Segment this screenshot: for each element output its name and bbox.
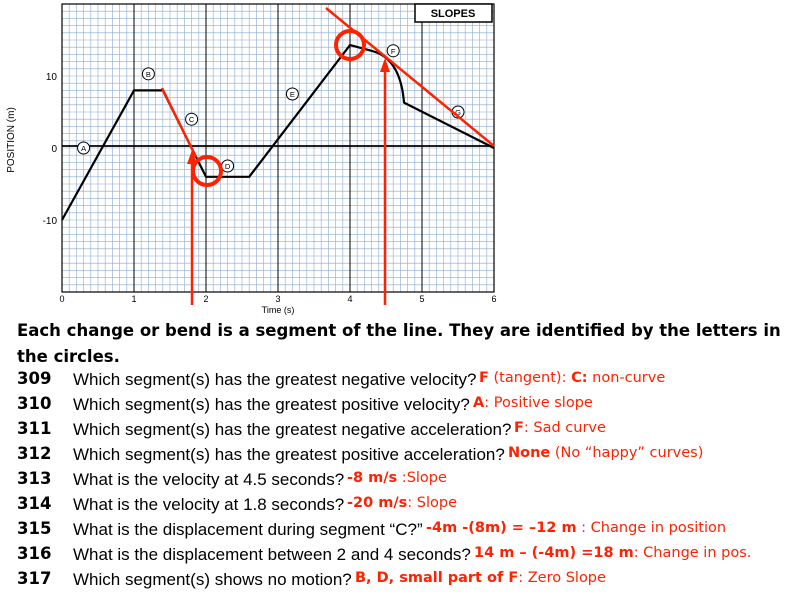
position-time-graph xyxy=(0,0,520,320)
segment-label-d xyxy=(222,160,234,172)
answer-text: -8 m/s :Slope xyxy=(347,470,447,486)
segment-label-f xyxy=(387,45,399,57)
answer-text: B, D, small part of F: Zero Slope xyxy=(355,570,606,586)
answer-key: -4m -(8m) = –12 m xyxy=(426,520,577,536)
answer-key: 14 m – (-4m) =18 m xyxy=(474,545,634,561)
answer-text: None (No “happy” curves) xyxy=(508,445,704,461)
question-number: 315 xyxy=(17,519,52,538)
y-tick-label: -10 xyxy=(42,216,57,227)
x-tick-label: 6 xyxy=(491,294,497,304)
question-number: 314 xyxy=(17,494,52,513)
x-tick-label: 4 xyxy=(347,294,353,304)
question-number: 311 xyxy=(17,419,52,438)
segment-label-text: A xyxy=(81,144,87,153)
segment-label-text: B xyxy=(145,69,151,79)
question-text: Which segment(s) has the greatest positive velocity? xyxy=(73,395,470,414)
answer-text: 14 m – (-4m) =18 m: Change in pos. xyxy=(474,545,752,561)
answer-key: F xyxy=(479,370,489,386)
chart-title: SLOPES xyxy=(430,8,476,20)
answer-key: -20 m/s xyxy=(347,495,408,511)
segment-label-b xyxy=(142,68,154,80)
answer-key: F xyxy=(514,420,524,436)
answer-key-secondary: C: xyxy=(571,370,588,386)
y-axis-label: POSITION (m) xyxy=(6,107,17,173)
y-tick-label: 10 xyxy=(45,72,57,83)
answer-text: A: Positive slope xyxy=(473,395,593,411)
x-tick-label: 2 xyxy=(203,294,209,304)
answer-key: A xyxy=(473,395,485,411)
annotation-circle-d xyxy=(193,157,221,185)
question-text: Which segment(s) has the greatest positive acceleration? xyxy=(73,445,505,464)
y-tick-labels xyxy=(43,72,58,227)
answer-key: B, D, small part of F xyxy=(355,570,519,586)
question-text: What is the velocity at 4.5 seconds? xyxy=(73,470,345,489)
question-number: 313 xyxy=(17,469,52,488)
segment-label-c xyxy=(186,113,198,125)
x-tick-label: 0 xyxy=(59,294,65,304)
intro-text: Each change or bend is a segment of the line. They are identified by the letters in the circles. xyxy=(17,321,781,366)
segment-label-text: C xyxy=(188,115,195,125)
answer-text: F: Sad curve xyxy=(514,420,606,436)
answer-text: -20 m/s: Slope xyxy=(347,495,458,511)
segment-label-a xyxy=(78,142,90,154)
annotation-tangent-f xyxy=(326,8,494,146)
question-number: 312 xyxy=(17,444,52,463)
x-tick-label: 5 xyxy=(419,294,425,304)
question-number: 309 xyxy=(17,369,52,388)
question-number: 317 xyxy=(17,569,52,588)
segment-label-text: F xyxy=(390,46,396,56)
segment-label-e xyxy=(286,88,298,100)
question-text: Which segment(s) has the greatest negative velocity? xyxy=(73,370,477,389)
question-text: Which segment(s) shows no motion? xyxy=(73,570,352,589)
x-tick-labels xyxy=(59,294,496,304)
question-text: Which segment(s) has the greatest negative acceleration? xyxy=(73,420,512,439)
answer-text: -4m -(8m) = –12 m : Change in position xyxy=(426,520,727,536)
answer-key: -8 m/s xyxy=(347,470,398,486)
segment-label-text: E xyxy=(289,90,295,99)
question-text: What is the displacement during segment “C?” xyxy=(73,520,423,539)
y-tick-label: 0 xyxy=(51,144,57,155)
x-tick-label: 3 xyxy=(275,294,281,304)
answer-key: None xyxy=(508,445,551,461)
answer-text: F (tangent): C: non-curve xyxy=(479,370,666,386)
question-text: What is the displacement between 2 and 4 seconds? xyxy=(73,545,471,564)
segment-label-text: G xyxy=(455,108,461,117)
question-number: 316 xyxy=(17,544,52,563)
segment-label-text: D xyxy=(224,162,231,171)
x-tick-label: 1 xyxy=(131,294,137,304)
question-text: What is the velocity at 1.8 seconds? xyxy=(73,495,345,514)
annotations xyxy=(162,8,497,305)
x-axis-label: Time (s) xyxy=(261,305,295,315)
question-number: 310 xyxy=(17,394,52,413)
